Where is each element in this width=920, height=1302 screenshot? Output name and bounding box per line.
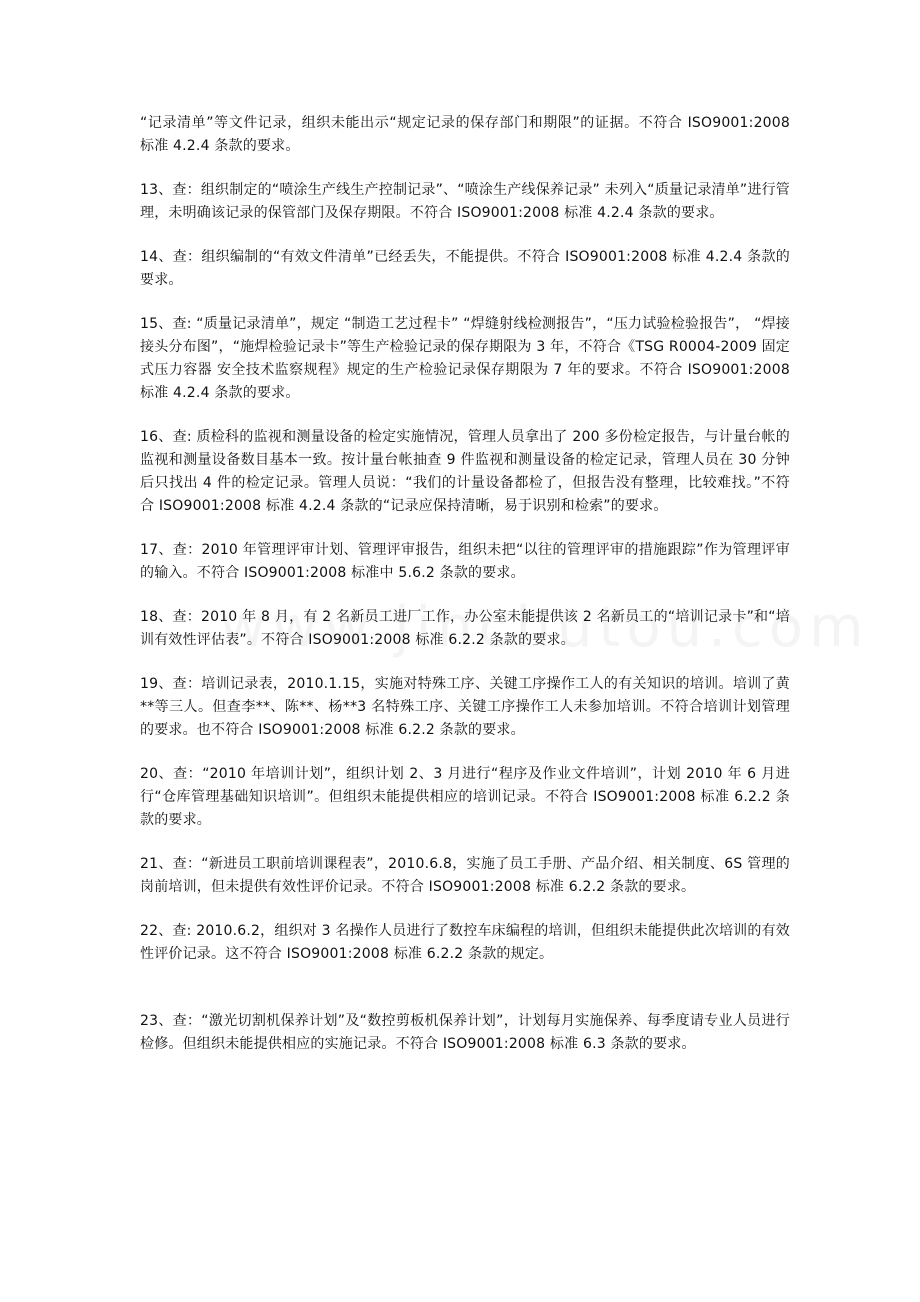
paragraph-16: 16、查: 质检科的监视和测量设备的检定实施情况，管理人员拿出了 200 多份检定报告，与计量台帐的监视和测量设备数目基本一致。按计量台帐抽查 9 件监视和测量设备的检定记录，管理人员在 30 分钟后只找出 4 件的检定记录。管理人员说：“我们的计量设备都检了，但报告没有整理，比较难找。”不符合 ISO9001:2008 标准 4.2.4 条款的“记录应保持清晰，易于识别和检索”的要求。 xyxy=(140,429,790,514)
paragraph-21: 21、查：“新进员工职前培训课程表”，2010.6.8，实施了员工手册、产品介绍、相关制度、6S 管理的岗前培训，但未提供有效性评价记录。不符合 ISO9001:2008 标准 6.2.2 条款的要求。 xyxy=(140,856,790,895)
paragraph-18: 18、查：2010 年 8 月，有 2 名新员工进厂工作，办公室未能提供该 2 名新员工的“培训记录卡”和“培训有效性评估表”。不符合 ISO9001:2008 标准 6.2.2 条款的要求。 xyxy=(140,609,790,648)
paragraph-continuation: “记录清单”等文件记录，组织未能出示“规定记录的保存部门和期限”的证据。不符合 ISO9001:2008 标准 4.2.4 条款的要求。 xyxy=(140,115,790,154)
paragraph-17: 17、查：2010 年管理评审计划、管理评审报告，组织未把“以往的管理评审的措施跟踪”作为管理评审的输入。不符合 ISO9001:2008 标准中 5.6.2 条款的要求。 xyxy=(140,542,790,581)
paragraph-15: 15、查: “质量记录清单”，规定 “制造工艺过程卡” “焊缝射线检测报告”，“压力试验检验报告”， “焊接接头分布图”，“施焊检验记录卡”等生产检验记录的保存期限为 3 年，不符合《TSG R0004-2009 固定式压力容器 安全技术监察规程》规定的生产检验记录保存期限为 7 年的要求。不符合 ISO9001:2008 标准 4.2.4 条款的要求。 xyxy=(140,316,790,401)
paragraph-19: 19、查：培训记录表，2010.1.15，实施对特殊工序、关键工序操作工人的有关知识的培训。培训了黄**等三人。但查李**、陈**、杨**3 名特殊工序、关键工序操作工人未参加培训。不符合培训计划管理的要求。也不符合 ISO9001:2008 标准 6.2.2 条款的要求。 xyxy=(140,676,790,738)
paragraph-14: 14、查：组织编制的“有效文件清单”已经丢失，不能提供。不符合 ISO9001:2008 标准 4.2.4 条款的要求。 xyxy=(140,249,790,288)
paragraph-13: 13、查：组织制定的“喷涂生产线生产控制记录”、“喷涂生产线保养记录” 未列入“质量记录清单”进行管理，未明确该记录的保管部门及保存期限。不符合 ISO9001:2008 标准 4.2.4 条款的要求。 xyxy=(140,182,790,221)
paragraph-22: 22、查: 2010.6.2，组织对 3 名操作人员进行了数控车床编程的培训，但组织未能提供此次培训的有效性评价记录。这不符合 ISO9001:2008 标准 6.2.2 条款的规定。 xyxy=(140,923,790,962)
document-body xyxy=(140,112,790,1056)
paragraph-23: 23、查：“激光切割机保养计划”及“数控剪板机保养计划”，计划每月实施保养、每季度请专业人员进行检修。但组织未能提供相应的实施记录。不符合 ISO9001:2008 标准 6.3 条款的要求。 xyxy=(140,1013,790,1052)
paragraph-20: 20、查：“2010 年培训计划”，组织计划 2、3 月进行“程序及作业文件培训”，计划 2010 年 6 月进行“仓库管理基础知识培训”。但组织未能提供相应的培训记录。不符合 ISO9001:2008 标准 6.2.2 条款的要求。 xyxy=(140,766,790,828)
